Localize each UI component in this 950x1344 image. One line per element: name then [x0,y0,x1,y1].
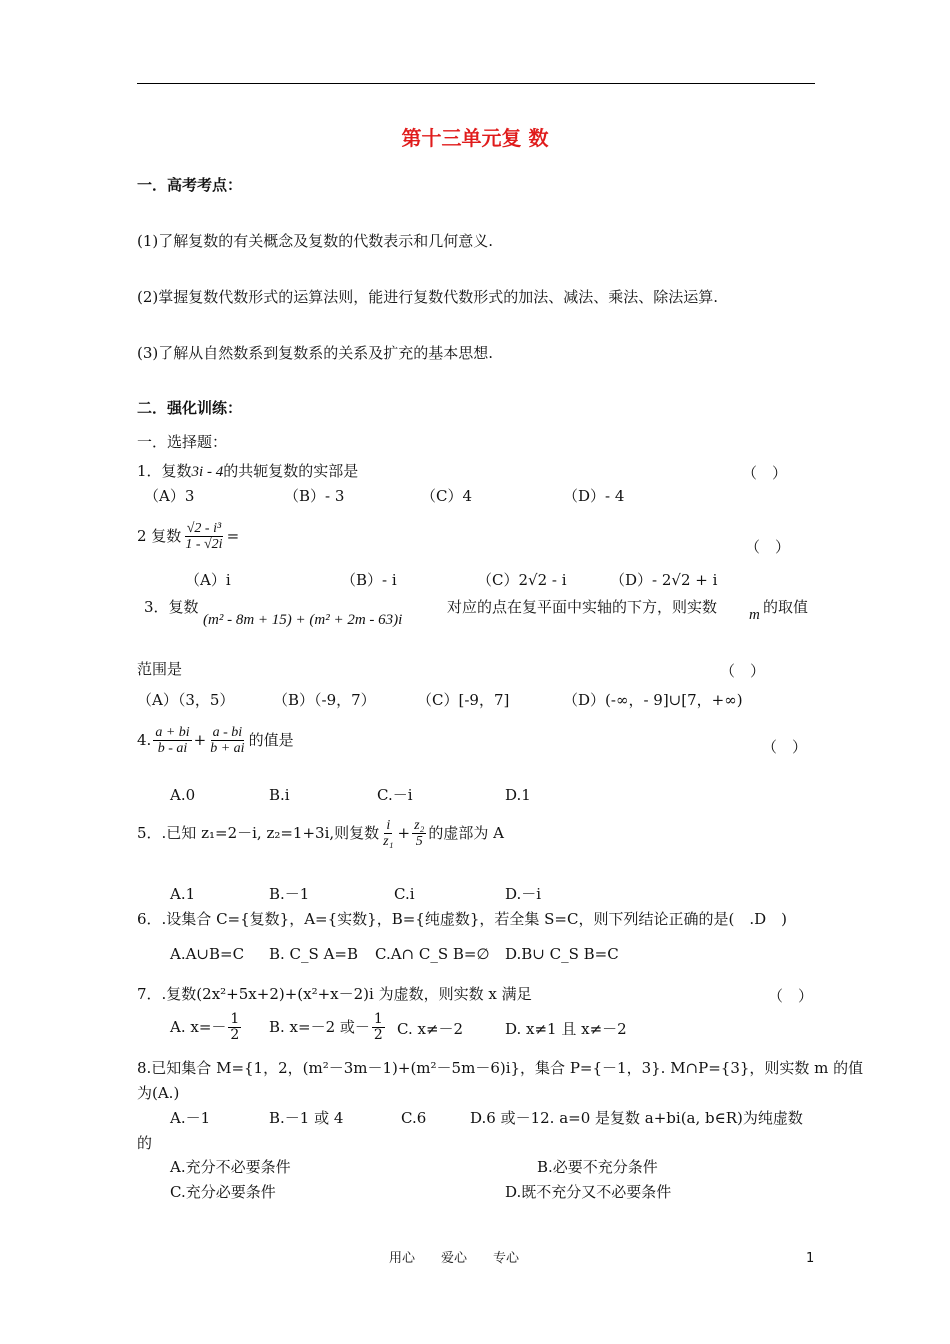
q7-option-b-fraction [372,1012,385,1044]
question-5 [137,818,504,850]
q1-prefix: 1．复数 [137,462,192,480]
q4-numerator-1: a + bi [155,725,190,740]
q5-fraction-1 [381,818,395,850]
q6-option-a: A.A∪B=C [170,945,245,963]
q7-option-a-fraction [228,1012,241,1044]
q5-option-a: A.1 [170,885,196,903]
q5-option-b: B.－1 [269,885,310,903]
q1-expr: 3i - 4 [191,464,224,480]
question-2 [137,521,239,553]
q3-option-d: （D）(-∞，- 9]∪[7，+∞) [563,691,743,709]
q8-option-b: B.－1 或 4 [269,1109,344,1127]
q7-option-a [170,1012,243,1044]
footer-slogan: 用心 爱心 专心 [389,1251,520,1266]
q8-option-c: C.6 [401,1109,427,1127]
question-8-line-2: 为(A.) [137,1084,180,1102]
question-6: 6．.设集合 C={复数}，A={实数}，B={纯虚数}，若全集 S=C，则下列结论正确的是( .D ) [137,910,787,928]
q1-suffix: 的共轭复数的实部是 [223,462,359,480]
q7-option-a-prefix: A. x=－ [170,1017,227,1036]
q5-option-d: D.－i [505,885,542,903]
q8-option-d: D.6 或－12. a=0 是复数 a+bi(a, b∈R)为纯虚数 [470,1109,803,1127]
q7-option-b-denominator: 2 [373,1027,383,1044]
q3-suffix: 的取值 [763,598,809,616]
q2-option-a: （A）i [185,571,231,589]
q1-option-a: （A）3 [144,487,195,505]
section2-heading: 二．强化训练： [137,399,243,417]
point-2: (2)掌握复数代数形式的运算法则，能进行复数代数形式的加法、减法、乘法、除法运算. [137,288,719,306]
q5-plus: + [397,823,411,842]
q4-fraction-1 [153,725,191,757]
q5-fraction-2 [412,818,426,850]
q7-option-a-numerator: 1 [230,1011,240,1027]
q7-option-c: C. x≠－2 [397,1020,464,1038]
section1-heading: 一．高考考点： [137,176,243,194]
q8-option-a: A.－1 [170,1109,211,1127]
q2-denominator: 1 - √2i [185,537,223,553]
q3-expr: (m² - 8m + 15) + (m² + 2m - 63)i [203,612,403,628]
q3-var: m [749,607,760,623]
q4-denominator-2: b + ai [210,741,245,757]
point-1: (1)了解复数的有关概念及复数的代数表示和几何意义. [137,232,494,250]
q2-option-c: （C）2√2 - i [477,571,567,589]
q3-line2: 范围是 [137,660,183,678]
q4-option-a: A.0 [170,786,196,804]
q1-option-d: （D）- 4 [563,487,625,505]
q7-option-b-numerator: 1 [373,1011,383,1027]
question-1 [137,462,358,481]
q4-answer-bracket: （ ） [762,738,808,756]
q7-option-d: D. x≠1 且 x≠－2 [505,1020,627,1038]
q4-fraction-2 [208,725,246,757]
q9-option-a: A.充分不必要条件 [170,1158,291,1176]
question-9-stem-tail: 的 [137,1134,153,1152]
q5-numerator-1: i [386,818,391,833]
q4-option-c: C.－i [377,786,413,804]
q6-option-d: D.B∪ C_S B=C [505,945,619,963]
q1-option-c: （C）4 [421,487,473,505]
q2-suffix: = [226,526,240,545]
q3-option-a: （A）（3，5） [137,691,235,709]
q3-mid: 对应的点在复平面中实轴的下方，则实数 [447,598,718,616]
question-7: 7．.复数(2x²+5x+2)+(x²+x－2)i 为虚数，则实数 x 满足 [137,985,532,1003]
q7-option-a-denominator: 2 [230,1027,240,1044]
header-rule [137,83,815,84]
q5-denominator-1: z₁ [383,834,394,850]
section2-subheading: 一．选择题： [137,433,228,451]
q7-answer-bracket: （ ） [768,987,814,1005]
question-8-line-1: 8.已知集合 M={1，2，(m²－3m－1)+(m²－5m－6)i}，集合 P={－1，3}. M∩P={3}，则实数 m 的值 [137,1059,864,1077]
q4-numerator-2: a - bi [212,725,243,740]
q4-option-d: D.1 [505,786,531,804]
q2-option-b: （B）- i [341,571,397,589]
q2-numerator: √2 - i³ [186,521,222,536]
q5-denominator-2: 5 [415,834,423,850]
q4-denominator-1: b - ai [157,741,188,757]
q4-option-b: B.i [269,786,290,804]
q9-option-d: D.既不充分又不必要条件 [505,1183,672,1201]
q3-prefix: 3．复数 [144,598,199,616]
q5-suffix: 的虚部为 A [428,823,504,842]
q3-answer-bracket: （ ） [720,662,766,680]
point-3: (3)了解从自然数系到复数系的关系及扩充的基本思想. [137,344,494,362]
q3-option-c: （C）[-9，7] [417,691,510,709]
q7-option-b-prefix: B. x=－2 或－ [269,1017,370,1036]
q4-prefix: 4. [137,730,152,749]
q7-option-b [269,1012,387,1044]
q4-plus: + [193,730,207,749]
q2-option-d: （D）- 2√2 + i [610,571,718,589]
q2-prefix: 2 复数 [137,526,182,545]
q2-fraction [183,521,224,553]
q6-option-c: C.A∩ C_S B=∅ [375,945,490,963]
q2-answer-bracket: （ ） [745,538,791,556]
q9-option-c: C.充分必要条件 [170,1183,276,1201]
q1-answer-bracket: （ ） [742,464,788,482]
q1-option-b: （B）- 3 [284,487,345,505]
question-4 [137,725,294,757]
q9-option-b: B.必要不充分条件 [537,1158,658,1176]
q4-suffix: 的值是 [248,730,294,749]
page-title: 第十三单元复 数 [401,126,549,150]
page-number: 1 [806,1251,815,1266]
q5-option-c: C.i [394,885,415,903]
q5-text: 5．.已知 z₁=2－i, z₂=1+3i,则复数 [137,823,380,842]
q3-option-b: （B）（-9，7） [273,691,376,709]
q6-option-b: B. C_S A=B [269,945,359,963]
q5-numerator-2: z₂ [414,818,425,833]
